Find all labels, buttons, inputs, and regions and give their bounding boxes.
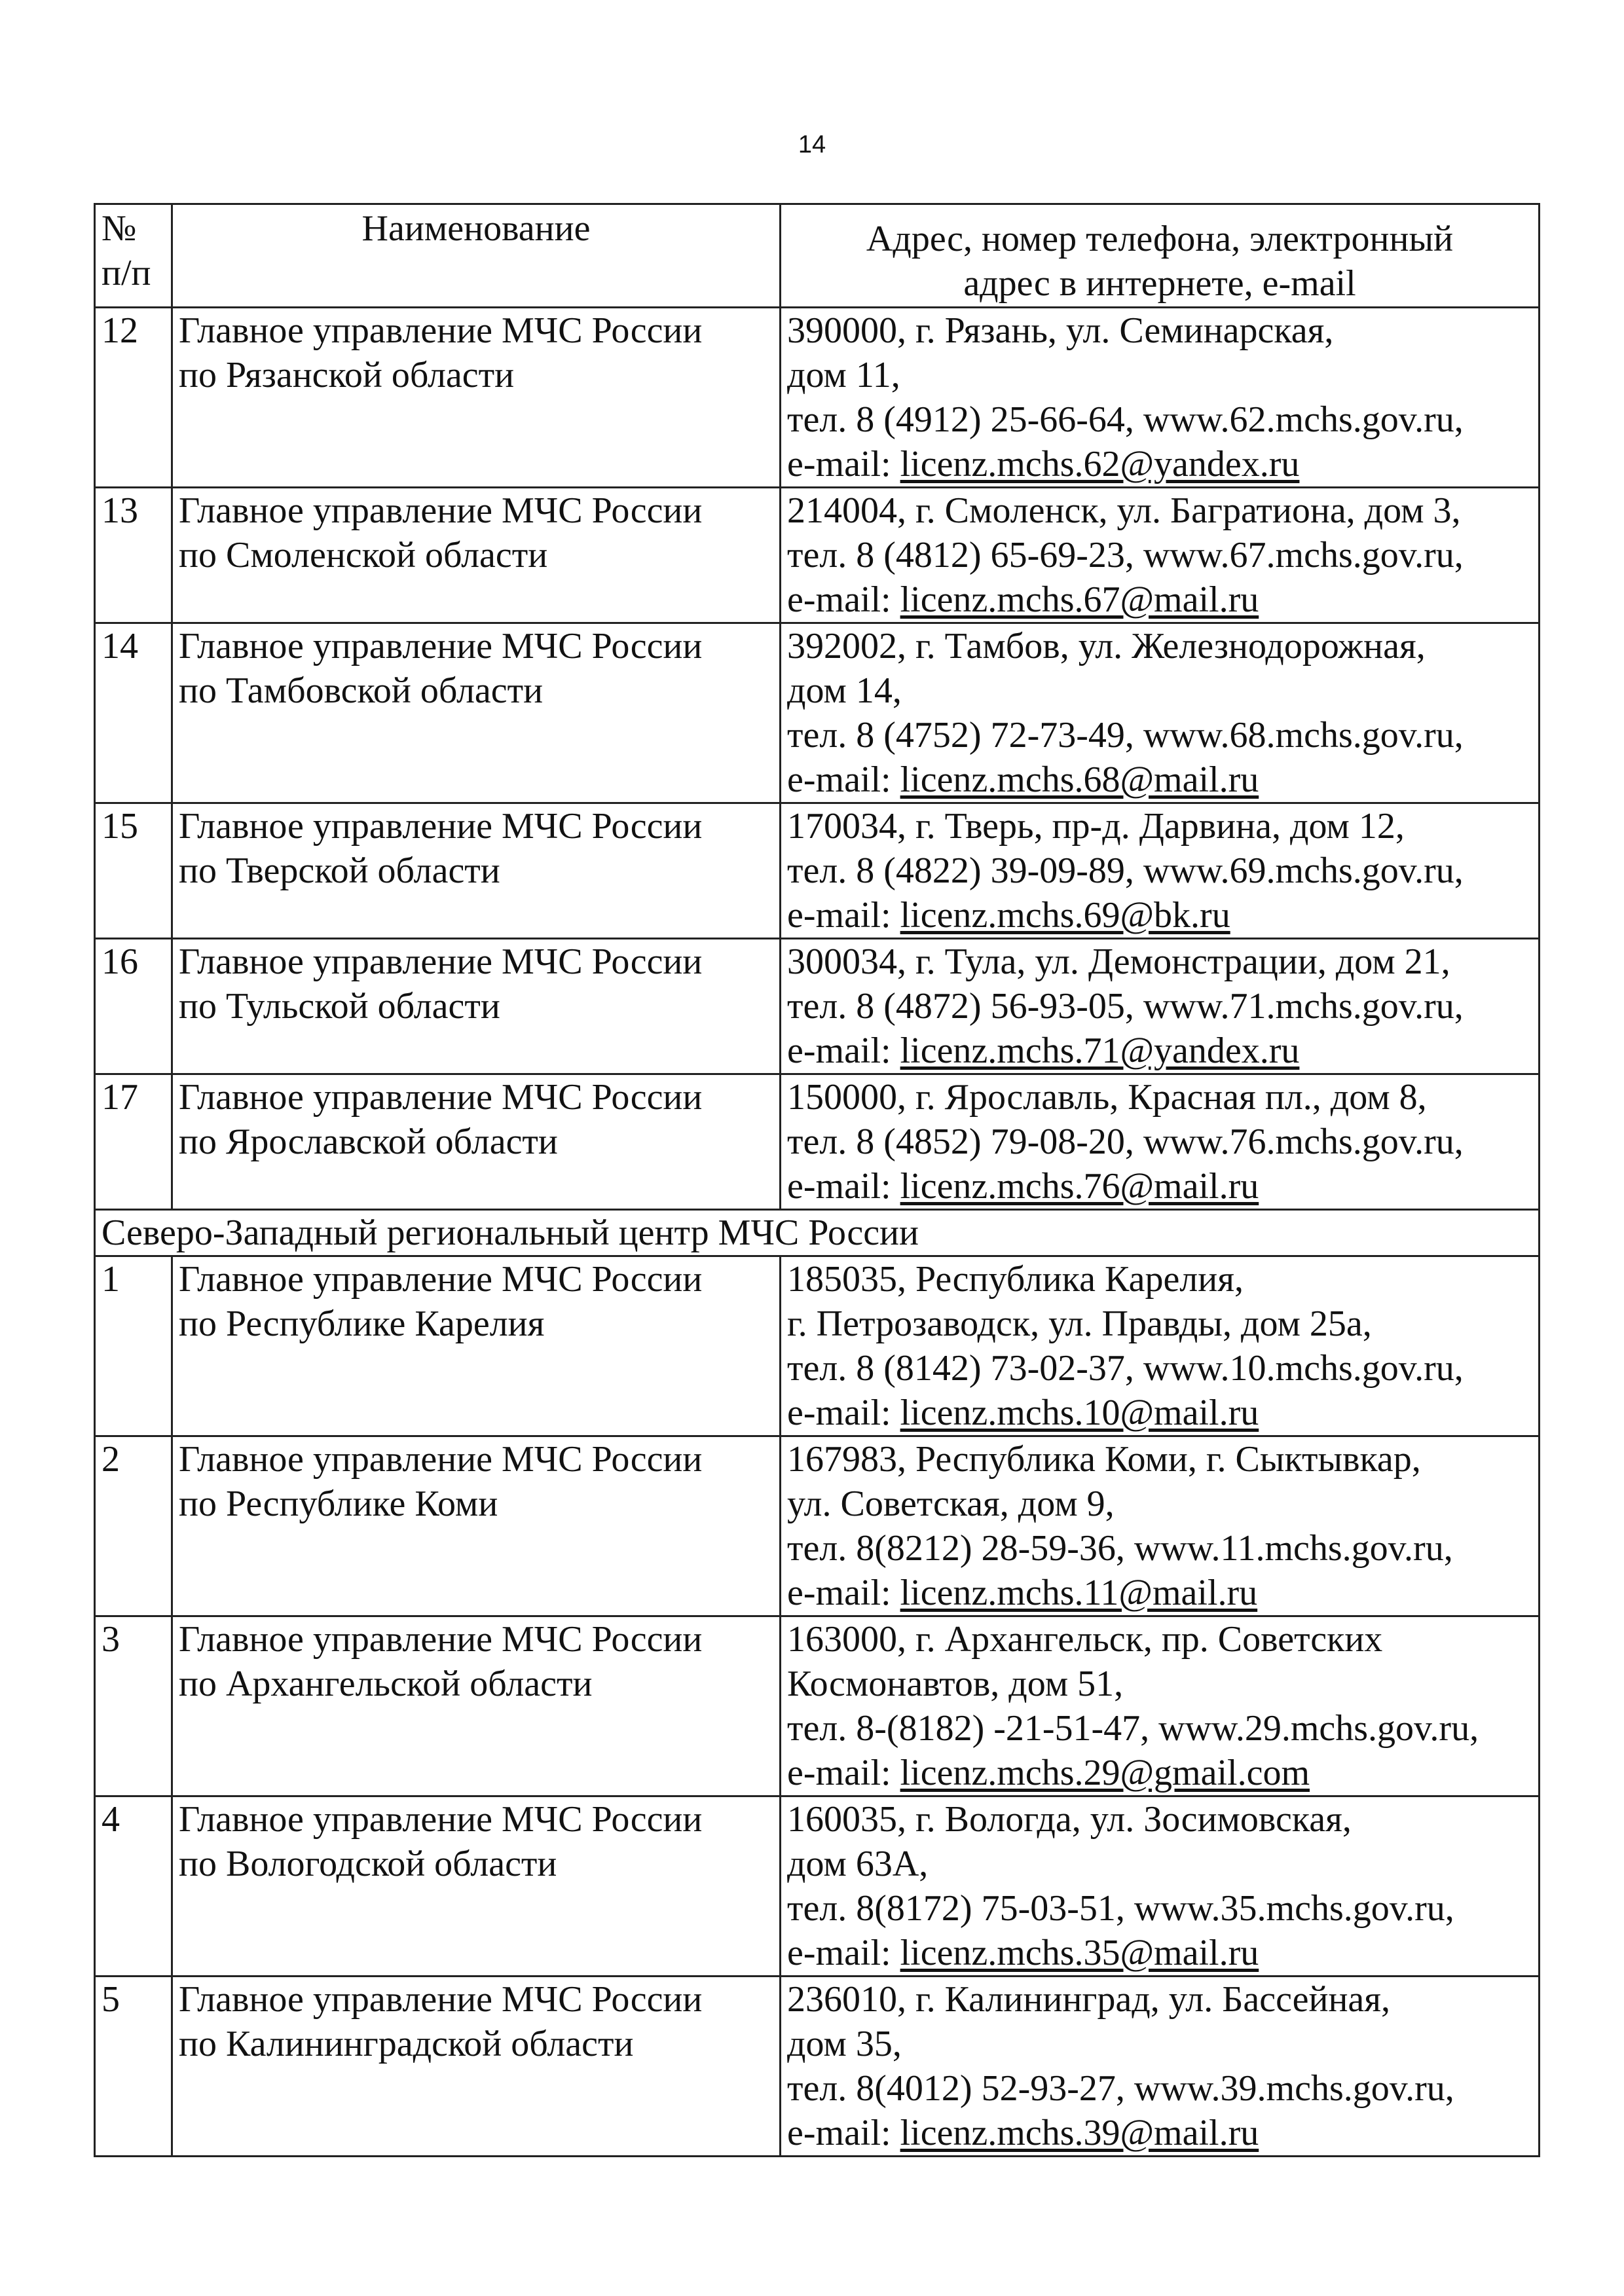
row-number: 2 bbox=[95, 1436, 172, 1616]
department-name-line: по Тамбовской области bbox=[179, 670, 544, 711]
row-number: 12 bbox=[95, 308, 172, 488]
contact-details bbox=[781, 803, 1540, 939]
email-line bbox=[787, 893, 1538, 938]
email-address[interactable]: licenz.mchs.69@bk.ru bbox=[900, 895, 1230, 936]
department-name bbox=[172, 1436, 781, 1616]
department-name bbox=[172, 488, 781, 623]
email-address[interactable]: licenz.mchs.68@mail.ru bbox=[900, 759, 1259, 800]
department-name bbox=[172, 1256, 781, 1436]
header-address-line1: Адрес, номер телефона, электронный bbox=[866, 219, 1454, 259]
email-address[interactable]: licenz.mchs.67@mail.ru bbox=[900, 579, 1259, 620]
email-line bbox=[787, 1571, 1538, 1615]
department-name-line: по Тульской области bbox=[179, 986, 500, 1027]
row-number: 14 bbox=[95, 623, 172, 803]
email-line bbox=[787, 1751, 1538, 1795]
table-body-region-divider bbox=[95, 1210, 1540, 1256]
email-line bbox=[787, 1931, 1538, 1975]
table-row bbox=[95, 939, 1540, 1074]
department-name-line: по Ярославской области bbox=[179, 1121, 558, 1162]
address-line: тел. 8 (4872) 56-93-05, www.71.mchs.gov.ru, bbox=[787, 986, 1464, 1027]
department-name bbox=[172, 939, 781, 1074]
header-number-line1: № bbox=[101, 208, 137, 249]
email-address[interactable]: licenz.mchs.62@yandex.ru bbox=[900, 444, 1300, 484]
department-name-line: по Калининградской области bbox=[179, 2024, 634, 2064]
email-line bbox=[787, 1029, 1538, 1073]
email-line bbox=[787, 577, 1538, 622]
address-line: тел. 8 (4752) 72-73-49, www.68.mchs.gov.ru, bbox=[787, 715, 1464, 756]
email-address[interactable]: licenz.mchs.10@mail.ru bbox=[900, 1393, 1259, 1433]
address-line: 236010, г. Калининград, ул. Бассейная, bbox=[787, 1979, 1391, 2020]
department-name-line: Главное управление МЧС России bbox=[179, 626, 703, 666]
address-line: 170034, г. Тверь, пр-д. Дарвина, дом 12, bbox=[787, 806, 1405, 847]
address-line: тел. 8-(8182) -21-51-47, www.29.mchs.gov.ru, bbox=[787, 1708, 1479, 1749]
header-number-line2: п/п bbox=[101, 253, 151, 293]
department-name-line: Главное управление МЧС России bbox=[179, 806, 703, 847]
address-line: 163000, г. Архангельск, пр. Советских bbox=[787, 1619, 1383, 1660]
address-line: тел. 8 (4812) 65-69-23, www.67.mchs.gov.ru, bbox=[787, 535, 1464, 575]
address-line: 167983, Республика Коми, г. Сыктывкар, bbox=[787, 1439, 1421, 1480]
table-row bbox=[95, 1436, 1540, 1616]
region-header-row bbox=[95, 1210, 1540, 1256]
contact-details bbox=[781, 623, 1540, 803]
table-body-northwest bbox=[95, 1256, 1540, 2157]
email-line bbox=[787, 1164, 1538, 1209]
contact-details bbox=[781, 1796, 1540, 1977]
contact-details bbox=[781, 1616, 1540, 1796]
address-line: ул. Советская, дом 9, bbox=[787, 1484, 1115, 1524]
row-number: 4 bbox=[95, 1796, 172, 1977]
table-body-central bbox=[95, 308, 1540, 1210]
address-line: тел. 8 (8142) 73-02-37, www.10.mchs.gov.ru, bbox=[787, 1348, 1464, 1389]
email-line bbox=[787, 757, 1538, 802]
email-line bbox=[787, 442, 1538, 486]
address-line: дом 14, bbox=[787, 670, 902, 711]
department-name-line: по Архангельской области bbox=[179, 1664, 593, 1704]
department-name-line: Главное управление МЧС России bbox=[179, 1439, 703, 1480]
address-line: 300034, г. Тула, ул. Демонстрации, дом 21, bbox=[787, 941, 1450, 982]
contact-details bbox=[781, 308, 1540, 488]
department-name bbox=[172, 1616, 781, 1796]
table-header-row bbox=[95, 204, 1540, 308]
department-name-line: по Смоленской области bbox=[179, 535, 548, 575]
department-name-line: Главное управление МЧС России bbox=[179, 310, 703, 351]
email-label: e-mail: bbox=[787, 579, 900, 620]
table-row bbox=[95, 1616, 1540, 1796]
contact-details bbox=[781, 488, 1540, 623]
contact-details bbox=[781, 1977, 1540, 2157]
address-line: тел. 8(8172) 75-03-51, www.35.mchs.gov.ru, bbox=[787, 1888, 1454, 1929]
department-name bbox=[172, 1977, 781, 2157]
department-name-line: по Вологодской области bbox=[179, 1844, 557, 1884]
department-name-line: Главное управление МЧС России bbox=[179, 1077, 703, 1118]
address-line: Космонавтов, дом 51, bbox=[787, 1664, 1124, 1704]
address-line: 150000, г. Ярославль, Красная пл., дом 8, bbox=[787, 1077, 1427, 1118]
address-line: тел. 8(4012) 52-93-27, www.39.mchs.gov.ru, bbox=[787, 2068, 1454, 2109]
address-line: тел. 8 (4852) 79-08-20, www.76.mchs.gov.ru, bbox=[787, 1121, 1464, 1162]
email-address[interactable]: licenz.mchs.11@mail.ru bbox=[900, 1573, 1258, 1613]
table-row bbox=[95, 623, 1540, 803]
contact-details bbox=[781, 1074, 1540, 1210]
email-label: e-mail: bbox=[787, 2113, 900, 2153]
contact-details bbox=[781, 939, 1540, 1074]
email-address[interactable]: licenz.mchs.76@mail.ru bbox=[900, 1166, 1259, 1207]
address-line: дом 11, bbox=[787, 355, 900, 395]
row-number: 15 bbox=[95, 803, 172, 939]
address-line: 392002, г. Тамбов, ул. Железнодорожная, bbox=[787, 626, 1426, 666]
department-name-line: Главное управление МЧС России bbox=[179, 1619, 703, 1660]
email-label: e-mail: bbox=[787, 1030, 900, 1071]
row-number: 1 bbox=[95, 1256, 172, 1436]
address-line: 185035, Республика Карелия, bbox=[787, 1259, 1244, 1300]
column-header-number bbox=[95, 204, 172, 308]
department-name bbox=[172, 308, 781, 488]
email-line bbox=[787, 1391, 1538, 1435]
address-line: 160035, г. Вологда, ул. Зосимовская, bbox=[787, 1799, 1352, 1840]
contact-details bbox=[781, 1256, 1540, 1436]
column-header-name: Наименование bbox=[172, 204, 781, 308]
address-line: тел. 8(8212) 28-59-36, www.11.mchs.gov.ru, bbox=[787, 1528, 1453, 1569]
row-number: 5 bbox=[95, 1977, 172, 2157]
contact-details bbox=[781, 1436, 1540, 1616]
department-name-line: Главное управление МЧС России bbox=[179, 941, 703, 982]
table-row bbox=[95, 1796, 1540, 1977]
email-label: e-mail: bbox=[787, 1393, 900, 1433]
address-line: 214004, г. Смоленск, ул. Багратиона, дом 3, bbox=[787, 490, 1461, 531]
email-address[interactable]: licenz.mchs.39@mail.ru bbox=[900, 2113, 1259, 2153]
page-number: 14 bbox=[798, 131, 826, 158]
department-name-line: Главное управление МЧС России bbox=[179, 490, 703, 531]
table-row bbox=[95, 308, 1540, 488]
column-header-address bbox=[781, 204, 1540, 308]
table-row bbox=[95, 488, 1540, 623]
email-label: e-mail: bbox=[787, 895, 900, 936]
table-row bbox=[95, 803, 1540, 939]
department-name-line: Главное управление МЧС России bbox=[179, 1799, 703, 1840]
email-address[interactable]: licenz.mchs.29@gmail.com bbox=[900, 1753, 1310, 1793]
department-name-line: Главное управление МЧС России bbox=[179, 1979, 703, 2020]
address-line: дом 63А, bbox=[787, 1844, 929, 1884]
email-address[interactable]: licenz.mchs.35@mail.ru bbox=[900, 1933, 1259, 1973]
department-name-line: по Тверской области bbox=[179, 850, 500, 891]
department-name-line: по Рязанской области bbox=[179, 355, 515, 395]
department-name bbox=[172, 1796, 781, 1977]
table-row bbox=[95, 1074, 1540, 1210]
table-row bbox=[95, 1977, 1540, 2157]
contacts-table bbox=[94, 203, 1540, 2157]
address-line: дом 35, bbox=[787, 2024, 902, 2064]
department-name bbox=[172, 1074, 781, 1210]
email-address[interactable]: licenz.mchs.71@yandex.ru bbox=[900, 1030, 1300, 1071]
region-title: Северо-Западный региональный центр МЧС России bbox=[95, 1210, 1540, 1256]
department-name-line: по Республике Карелия bbox=[179, 1303, 545, 1344]
address-line: тел. 8 (4912) 25-66-64, www.62.mchs.gov.ru, bbox=[787, 399, 1464, 440]
department-name bbox=[172, 803, 781, 939]
address-line: г. Петрозаводск, ул. Правды, дом 25а, bbox=[787, 1303, 1372, 1344]
email-label: e-mail: bbox=[787, 1166, 900, 1207]
row-number: 13 bbox=[95, 488, 172, 623]
table-row bbox=[95, 1256, 1540, 1436]
address-line: тел. 8 (4822) 39-09-89, www.69.mchs.gov.ru, bbox=[787, 850, 1464, 891]
department-name-line: по Республике Коми bbox=[179, 1484, 498, 1524]
row-number: 3 bbox=[95, 1616, 172, 1796]
row-number: 17 bbox=[95, 1074, 172, 1210]
row-number: 16 bbox=[95, 939, 172, 1074]
email-label: e-mail: bbox=[787, 1753, 900, 1793]
email-label: e-mail: bbox=[787, 1933, 900, 1973]
department-name bbox=[172, 623, 781, 803]
department-name-line: Главное управление МЧС России bbox=[179, 1259, 703, 1300]
header-address-line2: адрес в интернете, e-mail bbox=[963, 263, 1356, 304]
email-label: e-mail: bbox=[787, 1573, 900, 1613]
email-label: e-mail: bbox=[787, 444, 900, 484]
address-line: 390000, г. Рязань, ул. Семинарская, bbox=[787, 310, 1334, 351]
email-line bbox=[787, 2111, 1538, 2155]
email-label: e-mail: bbox=[787, 759, 900, 800]
